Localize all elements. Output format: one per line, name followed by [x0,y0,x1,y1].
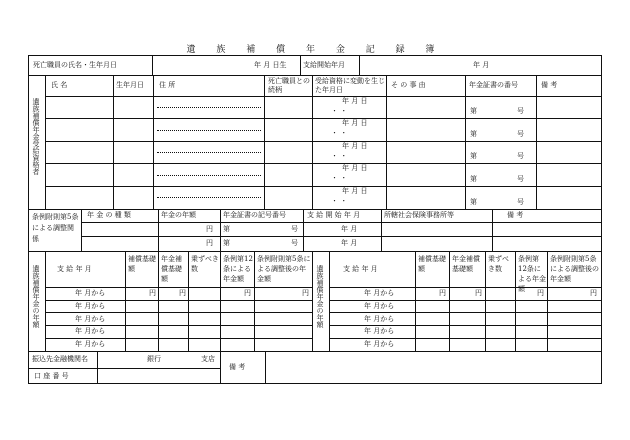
adjust-cert-prefix-row1: 第 [223,225,230,233]
pay-col-art12-right: 条例第12条による年金額 [518,255,546,293]
pay-col-adjusted-right: 条例附則第5条による調整後の年金額 [550,255,599,283]
cert-suffix-row4: 号 [517,175,524,183]
pay-left-row4-period: 年 月から [75,327,106,335]
col-note: 備 考 [541,81,558,89]
payments-side-label-right: 遺族補償年金の年額 [316,265,324,328]
pay-right-row1-yen-b: 円 [475,289,482,297]
payment-start-label: 支給開始年月 [303,61,345,69]
register-title: 遺 族 補 償 年 金 記 録 簿 [186,45,444,55]
cert-prefix-row1: 第 [470,107,477,115]
pay-right-row1-yen-c: 円 [537,289,544,297]
change-dots-row3: ・ ・ [331,152,348,160]
account-label: 口 座 番 号 [34,372,69,380]
adjust-col-cert: 年金証書の記号番号 [223,211,286,219]
pay-left-row1-yen-a: 円 [149,289,156,297]
deceased-name-label: 死亡職員の氏名・生年月日 [33,61,117,69]
col-reason: そ の 事 由 [391,81,426,89]
pay-col-period-left: 支 給 年 月 [57,265,92,273]
pay-col-base-left: 補償基礎額 [128,255,156,273]
col-birthdate: 生年月日 [116,81,144,89]
pay-left-row5-period: 年 月から [75,340,106,348]
pay-col-annual-right: 年金補償基礎額 [452,255,480,273]
change-dots-row5: ・ ・ [331,197,348,205]
adjust-col-start: 支 給 開 始 年 月 [307,211,361,219]
col-change-date: 受給資格に変動を生じた年月日 [315,77,385,94]
pension-record-form [28,55,602,384]
adjust-yen-row1: 円 [206,225,213,233]
cert-suffix-row5: 号 [517,198,524,206]
adjust-cert-prefix-row2: 第 [223,239,230,247]
pay-left-row1-yen-b: 円 [179,289,186,297]
pay-left-row1-period: 年 月から [75,289,106,297]
cert-suffix-row1: 号 [517,107,524,115]
cert-prefix-row5: 第 [470,198,477,206]
change-date-row2: 年 月 日 [342,119,368,127]
pay-left-row1-yen-d: 円 [302,289,309,297]
adjust-col-amount: 年金の年額 [161,211,196,219]
pay-right-row1-yen-d: 円 [590,289,597,297]
adjust-col-note-left: 備 考 [507,211,524,219]
branch-suffix: 支店 [201,355,215,363]
change-dots-row4: ・ ・ [331,174,348,182]
col-name: 氏 名 [51,81,68,89]
change-dots-row2: ・ ・ [331,129,348,137]
col-relation: 死亡職員との続柄 [268,77,310,94]
pay-col-base-right: 補償基礎額 [418,255,446,273]
bank-suffix: 銀行 [147,355,161,363]
pay-left-row3-period: 年 月から [75,315,106,323]
pay-col-period-right: 支 給 年 月 [343,265,378,273]
pay-col-annual-left: 年金補償基礎額 [161,255,182,283]
change-date-row5: 年 月 日 [342,187,368,195]
payments-side-label-left: 遺族補償年金の年額 [32,265,40,328]
payment-start-value: 年 月 [473,61,490,69]
change-dots-row1: ・ ・ [331,107,348,115]
pay-left-row2-period: 年 月から [75,302,106,310]
cert-prefix-row3: 第 [470,152,477,160]
pay-col-art12-left: 条例第12条による年金額 [223,255,253,283]
col-address: 住 所 [159,81,176,89]
col-cert-number: 年金証書の番号 [469,81,518,89]
adjust-ym-row1: 年 月 [341,225,358,233]
pay-right-row2-period: 年 月から [364,302,395,310]
adjust-side-label: 条例附則第5条による調整関係 [32,213,79,243]
pay-col-mult-right: 乗ずべき数 [488,255,509,273]
adjust-cert-suffix-row1: 号 [291,225,298,233]
change-date-row3: 年 月 日 [342,142,368,150]
adjust-cert-suffix-row2: 号 [291,239,298,247]
pay-right-row5-period: 年 月から [364,340,395,348]
adjust-ym-row2: 年 月 [341,239,358,247]
footer-note-label: 備 考 [229,363,246,371]
cert-suffix-row3: 号 [517,152,524,160]
pay-right-row1-yen-a: 円 [439,289,446,297]
recipients-side-label: 遺族補償年金受給資格者 [32,98,40,175]
pay-right-row4-period: 年 月から [364,327,395,335]
change-date-row4: 年 月 日 [342,164,368,172]
cert-prefix-row2: 第 [470,130,477,138]
adjust-yen-row2: 円 [206,239,213,247]
pay-left-row1-yen-c: 円 [244,289,251,297]
pay-col-adjusted-left: 条例附則第5条による調整後の年金額 [257,255,311,283]
change-date-row1: 年 月 日 [342,97,368,105]
pay-right-row1-period: 年 月から [364,289,395,297]
bank-label: 振込先金融機関名 [32,355,88,363]
adjust-col-office: 所轄社会保険事務所等 [384,211,454,219]
cert-prefix-row4: 第 [470,175,477,183]
adjust-col-kind: 年 金 の 種 類 [87,211,131,219]
pay-col-mult-left: 乗ずべき数 [191,255,219,273]
pay-right-row3-period: 年 月から [364,315,395,323]
deceased-birthdate: 年 月 日生 [254,61,287,69]
cert-suffix-row2: 号 [517,130,524,138]
